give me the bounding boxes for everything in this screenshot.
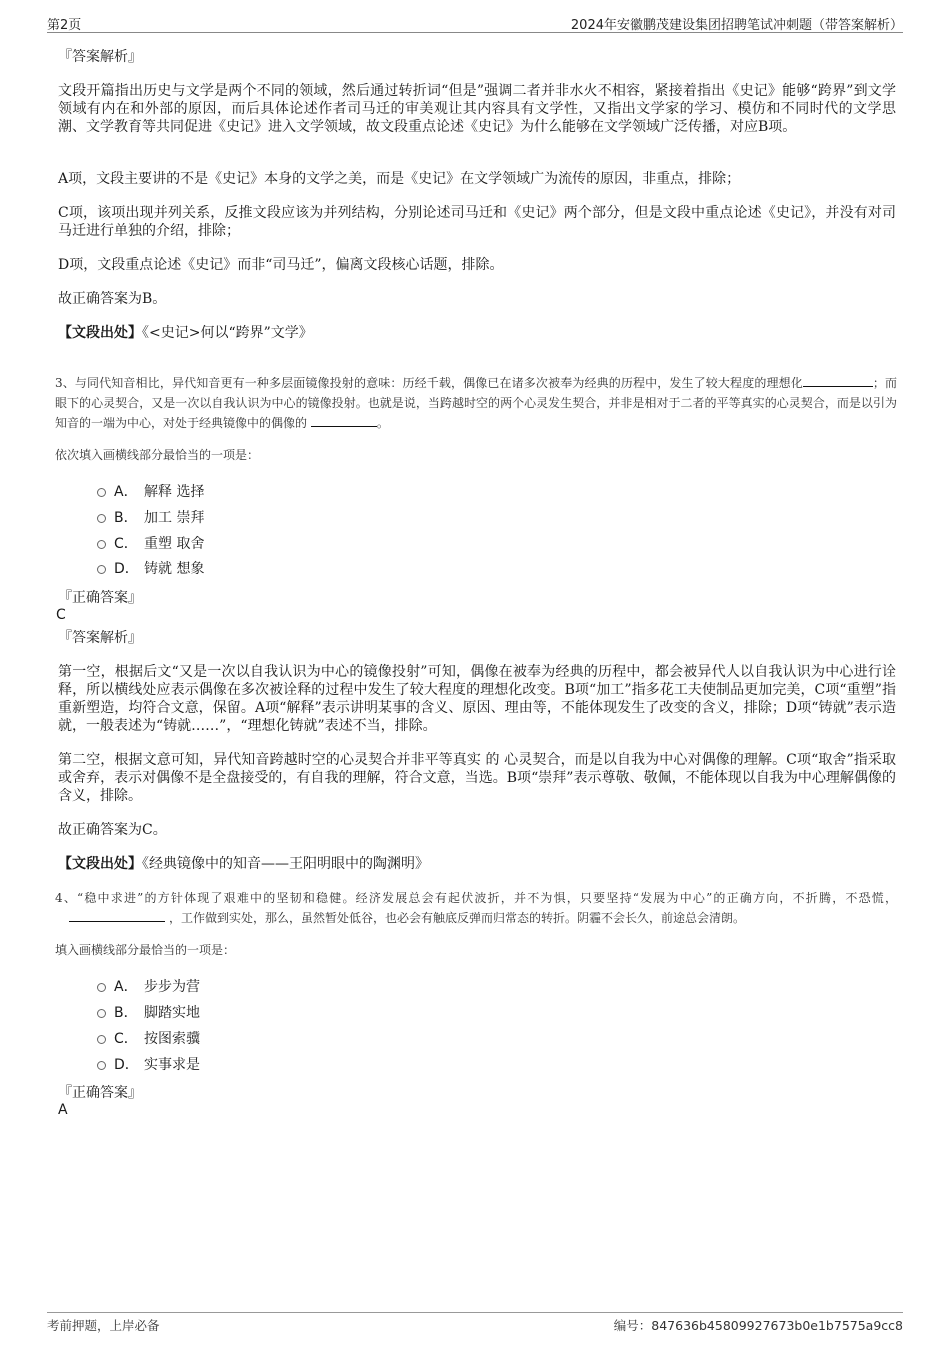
source-citation (58, 324, 313, 342)
radio-button[interactable] (97, 540, 106, 549)
option-text: 脚踏实地 (144, 1005, 200, 1021)
question-prompt: 填入画横线部分最恰当的一项是： (55, 943, 236, 957)
radio-button[interactable] (97, 1061, 106, 1070)
question-text-part: ，工作做到实处，那么，虽然暂处低谷，也必会有触底反弹而归常态的转折。阴霾不会长久，前途总会清朗。 (169, 911, 746, 925)
option-text: 步步为营 (144, 979, 200, 995)
analysis-label: 『答案解析』 (58, 630, 142, 646)
radio-button[interactable] (97, 488, 106, 497)
question-text-part: 4、“稳中求进”的方针体现了艰难中的坚韧和稳健。经济发展总会有起伏波折，并不为惧，只要坚持“发展为中心”的正确方向，不折腾，不恐慌， (55, 891, 897, 905)
option-letter: B． (114, 1005, 138, 1021)
radio-button[interactable] (97, 983, 106, 992)
question-prompt: 依次填入画横线部分最恰当的一项是： (55, 448, 260, 462)
question-text-part: 。 (376, 416, 389, 430)
source-label: 【文段出处】 (58, 325, 142, 341)
option-letter: C． (114, 1031, 138, 1047)
option-a[interactable] (97, 483, 204, 501)
option-a[interactable] (97, 978, 200, 996)
analysis-paragraph: 文段开篇指出历史与文学是两个不同的领域，然后通过转折词“但是”强调二者并非水火不相容，紧接着指出《史记》能够“跨界”到文学领域有内在和外部的原因，而后具体论述作者司马迁的审美观让其内容具有文学性，又指出文学家的学习、模仿和不同时代的文学思潮、文学教育等共同促进《史记》进入文学领域，故文段重点论述《史记》为什么能够在文学领域广泛传播，对应B项。 (58, 83, 896, 135)
source-title: 《<史记>何以“跨界”文学》 (142, 325, 313, 341)
correct-answer-label: 『正确答案』 (58, 590, 142, 606)
radio-button[interactable] (97, 1009, 106, 1018)
option-text: 解释 选择 (144, 484, 205, 500)
option-c[interactable] (97, 1030, 200, 1048)
page-header (47, 14, 903, 33)
analysis-paragraph: 第二空，根据文意可知，异代知音跨越时空的心灵契合并非平等真实 的 心灵契合，而是以自我为中心对偶像的理解。C项“取舍”指采取或舍弃，表示对偶像不是全盘接受的，有自我的理解，符合文意，当选。B项“崇拜”表示尊敬、敬佩，不能体现以自我为中心理解偶像的含义，排除。 (58, 752, 896, 804)
option-b[interactable] (97, 509, 204, 527)
conclusion-text: 故正确答案为B。 (58, 291, 167, 307)
correct-answer-label: 『正确答案』 (58, 1085, 142, 1101)
option-letter: B． (114, 510, 138, 526)
option-text: 按图索骥 (144, 1031, 200, 1047)
question-text-part: 3、与同代知音相比，异代知音更有一种多层面镜像投射的意味：历经千载，偶像已在诸多次被奉为经典的历程中，发生了较大程度的理想化 (55, 376, 803, 390)
correct-answer-value: C (56, 607, 66, 623)
analysis-paragraph: C项，该项出现并列关系，反推文段应该为并列结构，分别论述司马迁和《史记》两个部分，但是文段中重点论述《史记》，并没有对司马迁进行单独的介绍，排除； (58, 205, 896, 239)
option-letter: D． (114, 1057, 139, 1073)
fill-blank (803, 374, 873, 387)
question-3-text (55, 373, 897, 433)
page-number: 第2页 (47, 18, 82, 33)
analysis-paragraph: 第一空，根据后文“又是一次以自我认识为中心的镜像投射”可知，偶像在被奉为经典的历程中，都会被异代人以自我认识为中心进行诠释，所以横线处应表示偶像在多次被诠释的过程中发生了较大程度的理想化改变。B项“加工”指多花工夫使制品更加完美，C项“重塑”指重新塑造，均符合文意，保留。A项“解释”表示讲明某事的含义、原因、理由等，不能体现发生了改变的含义，排除；D项“铸就”表示造就，一般表述为“铸就……”，“理想化铸就”表述不当，排除。 (58, 664, 896, 734)
analysis-label: 『答案解析』 (58, 49, 142, 65)
page-footer (47, 1312, 903, 1333)
option-text: 重塑 取舍 (144, 536, 205, 552)
option-d[interactable] (97, 1056, 200, 1074)
document-serial: 编号：847636b45809927673b0e1b7575a9cc8 (613, 1318, 903, 1333)
conclusion-text: 故正确答案为C。 (58, 822, 167, 838)
source-citation (58, 855, 429, 873)
option-text: 加工 崇拜 (144, 510, 205, 526)
question-text-part: ；而眼下的心灵契合，又是一次以自我认识为中心的镜像投射。也就是说，当跨越时空的两个心灵发生契合，并非是相对于二者的平等真实的心灵契合，而是以引为知音的一端为中心，对处于经典镜像中的偶像的 (55, 376, 897, 430)
option-text: 铸就 想象 (144, 561, 205, 577)
fill-blank (311, 414, 377, 427)
radio-button[interactable] (97, 1035, 106, 1044)
option-letter: C． (114, 536, 138, 552)
analysis-paragraph: A项，文段主要讲的不是《史记》本身的文学之美，而是《史记》在文学领域广为流传的原因，非重点，排除； (58, 171, 741, 187)
question-4-text (55, 888, 897, 928)
option-letter: A． (114, 484, 138, 500)
document-title: 2024年安徽鹏茂建设集团招聘笔试冲刺题（带答案解析） (570, 18, 903, 33)
source-label: 【文段出处】 (58, 856, 142, 872)
option-c[interactable] (97, 535, 204, 553)
footer-slogan: 考前押题，上岸必备 (47, 1318, 160, 1333)
correct-answer-value: A (58, 1102, 68, 1118)
radio-button[interactable] (97, 514, 106, 523)
source-title: 《经典镜像中的知音——王阳明眼中的陶渊明》 (142, 856, 429, 872)
option-text: 实事求是 (144, 1057, 200, 1073)
option-letter: A． (114, 979, 138, 995)
analysis-paragraph: D项，文段重点论述《史记》而非“司马迁”，偏离文段核心话题，排除。 (58, 257, 504, 273)
option-b[interactable] (97, 1004, 200, 1022)
option-d[interactable] (97, 560, 204, 578)
option-letter: D． (114, 561, 139, 577)
fill-blank (69, 909, 165, 922)
radio-button[interactable] (97, 565, 106, 574)
